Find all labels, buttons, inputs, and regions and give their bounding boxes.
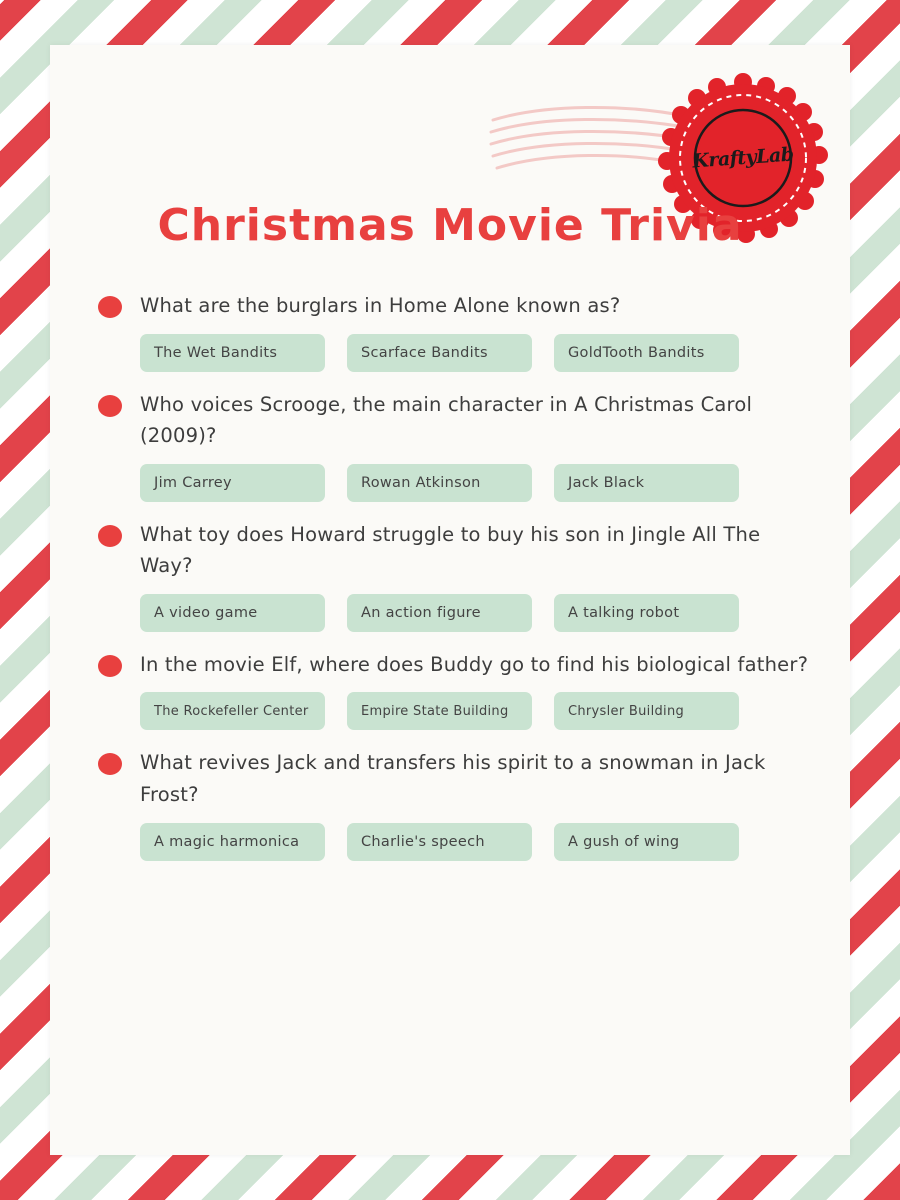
answer-options <box>140 692 820 730</box>
question-text: What toy does Howard struggle to buy his son in Jingle All The Way? <box>140 522 761 578</box>
question-block <box>90 519 820 632</box>
answer-options <box>140 464 820 502</box>
question-text: Who voices Scrooge, the main character in A Christmas Carol (2009)? <box>140 392 753 448</box>
answer-option[interactable]: A video game <box>140 594 325 632</box>
answer-options <box>140 334 820 372</box>
answer-option[interactable]: Jim Carrey <box>140 464 325 502</box>
answer-option[interactable]: Jack Black <box>554 464 739 502</box>
answer-option[interactable]: An action figure <box>347 594 532 632</box>
question-block <box>90 747 820 860</box>
bullet-icon <box>98 296 122 318</box>
answer-option[interactable]: Chrysler Building <box>554 692 739 730</box>
bullet-icon <box>98 655 122 677</box>
bullet-icon <box>98 395 122 417</box>
question-block <box>90 290 820 372</box>
answer-option[interactable]: Scarface Bandits <box>347 334 532 372</box>
stamp-label: KraftyLab <box>691 143 795 173</box>
quiz-list <box>90 290 820 878</box>
answer-option[interactable]: The Rockefeller Center <box>140 692 325 730</box>
answer-option[interactable]: Charlie's speech <box>347 823 532 861</box>
paper-card <box>50 45 850 1155</box>
question-block <box>90 389 820 502</box>
question-text: What are the burglars in Home Alone known as? <box>140 294 621 317</box>
answer-option[interactable]: GoldTooth Bandits <box>554 334 739 372</box>
answer-option[interactable]: The Wet Bandits <box>140 334 325 372</box>
answer-option[interactable]: Empire State Building <box>347 692 532 730</box>
answer-option[interactable]: A magic harmonica <box>140 823 325 861</box>
question-text: What revives Jack and transfers his spirit to a snowman in Jack Frost? <box>140 751 766 807</box>
answer-option[interactable]: A gush of wing <box>554 823 739 861</box>
bullet-icon <box>98 525 122 547</box>
answer-option[interactable]: A talking robot <box>554 594 739 632</box>
answer-option[interactable]: Rowan Atkinson <box>347 464 532 502</box>
answer-options <box>140 823 820 861</box>
page-title: Christmas Movie Trivia <box>157 200 743 251</box>
answer-options <box>140 594 820 632</box>
question-block <box>90 649 820 731</box>
bullet-icon <box>98 753 122 775</box>
question-text: In the movie Elf, where does Buddy go to find his biological father? <box>140 652 809 676</box>
